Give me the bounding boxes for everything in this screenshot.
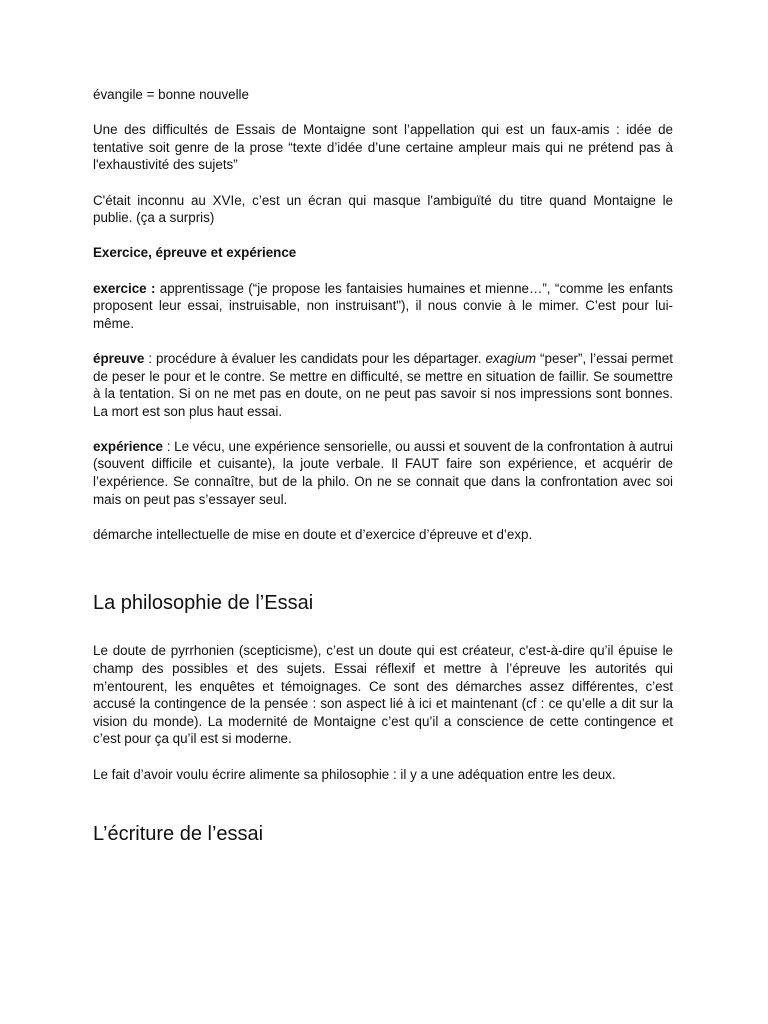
heading-exercice-epreuve-experience: Exercice, épreuve et expérience: [93, 245, 297, 261]
paragraph-inconnu: C'était inconnu au XVIe, c’est un écran qui masque l'ambiguïté du titre quand Montaigne le publie. (ça a surpris): [93, 192, 673, 226]
definition-experience: : Le vécu, une expérience sensorielle, ou aussi et souvent de la confrontation à autrui (souvent difficile et cuisante), la joute verbale. Il FAUT faire son expérience, et acquérir de l’expérience. Se connaître, but de la philo. On ne se connait que dans la confrontation avec soi mais on peut pas s’essayer seul.: [93, 438, 673, 507]
paragraph-experience: [93, 438, 673, 508]
line-evangile: évangile = bonne nouvelle: [93, 87, 249, 102]
term-exercice: exercice :: [93, 280, 156, 296]
document-body: [93, 86, 673, 846]
paragraph-doute-pyrrhonien: Le doute de pyrrhonien (scepticisme), c’est un doute qui est créateur, c'est-à-dire qu’il épuise le champ des possibles et des sujets. Essai réflexif et mettre à l’épreuve les autorités qui m’entourent, les enquêtes et témoignages. Ce sont des démarches assez différentes, c’est accusé la contingence de la pensée : son aspect lié à ici et maintenant (cf : ce qu’elle a dit sur la vision du monde). La modernité de Montaigne c’est qu’il a conscience de cette contingence et c’est pour ça qu’il est si moderne.: [93, 643, 673, 747]
definition-epreuve-part1: : procédure à évaluer les candidats pour les départager.: [144, 350, 486, 366]
term-epreuve: épreuve: [93, 350, 145, 366]
paragraph-epreuve: [93, 350, 673, 420]
term-experience: expérience: [93, 438, 163, 454]
paragraph-ecrire: Le fait d’avoir voulu écrire alimente sa philosophie : il y a une adéquation entre les deux.: [93, 766, 616, 782]
paragraph-demarche: démarche intellectuelle de mise en doute et d’exercice d’épreuve et d’exp.: [93, 526, 533, 542]
term-exagium: exagium: [485, 350, 537, 366]
section-heading-ecriture: L’écriture de l’essai: [93, 823, 264, 846]
paragraph-exercice: [93, 280, 673, 333]
definition-exercice: apprentissage (“je propose les fantaisies humaines et mienne…”, “comme les enfants proposent leur essai, instruisable, non instruisant"), il nous convie à le mimer. C’est pour lui-même.: [93, 280, 673, 331]
definition-epreuve-part2: “peser”, l’essai permet de peser le pour et le contre. Se mettre en difficulté, se mettre en situation de faillir. Se soumettre à la tentation. Si on ne met pas en doute, on ne peut pas savoir si nos impressions sont bonnes. La mort est son plus haut essai.: [93, 350, 673, 419]
paragraph-difficultes: Une des difficultés de Essais de Montaigne sont l’appellation qui est un faux-amis : idée de tentative soit genre de la prose “texte d’idée d’une certaine ampleur mais qui ne prétend pas à l'exhaustivité des sujets”: [93, 122, 673, 173]
section-heading-philosophie: La philosophie de l’Essai: [93, 592, 314, 615]
